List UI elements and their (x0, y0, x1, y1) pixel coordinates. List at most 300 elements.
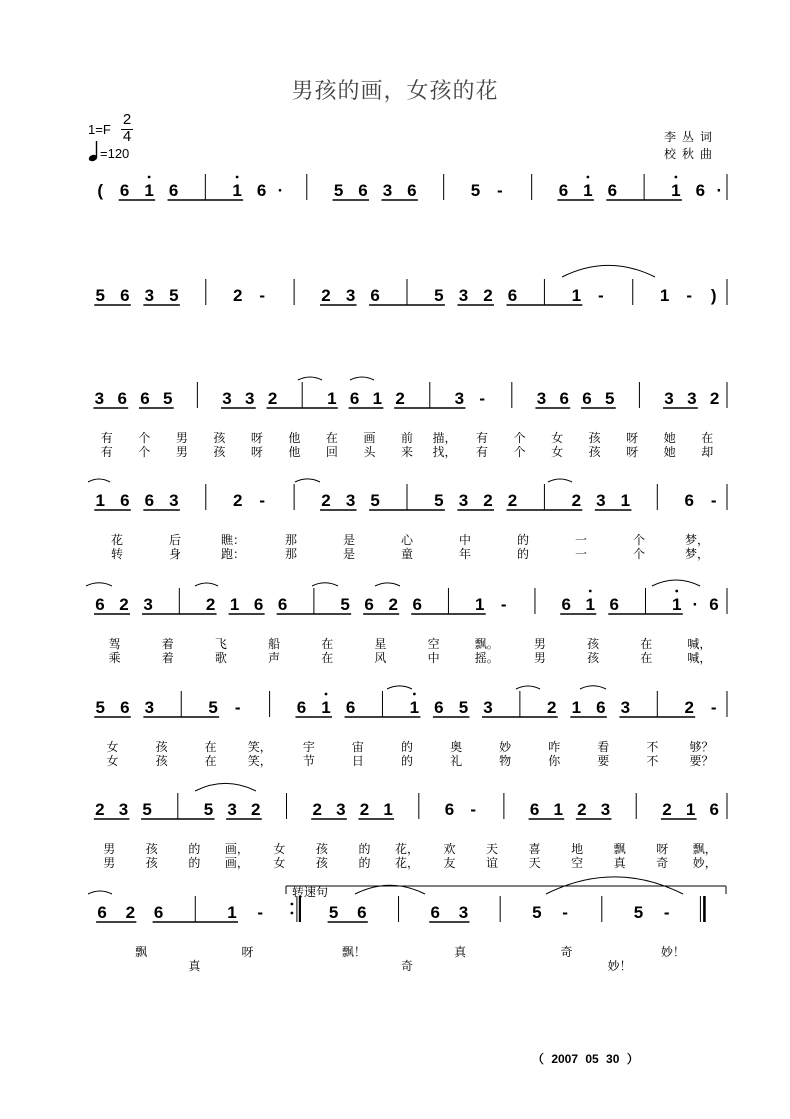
lyric-char: 妙！ (607, 959, 632, 973)
lyric-char: 地 (571, 842, 584, 856)
sustain-dash: - (598, 286, 604, 305)
lyric-char: 真 (188, 959, 201, 973)
note: 1 (372, 389, 383, 408)
lyric-char: 女 (106, 754, 119, 768)
lyric-char: 个 (138, 431, 151, 445)
lyric-char: 的 (188, 842, 201, 856)
lyric-char: 呀 (241, 945, 254, 959)
lyric-char: 童 (400, 547, 414, 561)
note: 6 (407, 181, 417, 200)
note: 2 (125, 903, 136, 922)
note: 2 (577, 800, 587, 819)
lyric-char: 的 (188, 856, 201, 870)
sustain-dash: - (710, 698, 717, 717)
lyric-char: 那 (284, 547, 298, 561)
note: 6 (120, 491, 130, 510)
note: 6 (412, 595, 422, 614)
lyric-char: 声 (268, 651, 281, 665)
sustain-dash: - (497, 181, 503, 200)
note: 1 (571, 698, 582, 717)
sustain-dash: - (663, 903, 670, 922)
lyric-char: 呀 (626, 431, 639, 445)
note: 2 (251, 800, 261, 819)
note: 5 (169, 286, 179, 305)
note: 6 (709, 800, 719, 819)
lyric-char: 天 (486, 842, 499, 856)
lyric-char: 在 (321, 637, 334, 651)
note: 2 (483, 491, 493, 510)
lyric-char: 孩 (587, 637, 600, 651)
note: 6 (559, 389, 569, 408)
slur-arc (86, 583, 112, 586)
note: 5 (470, 181, 481, 200)
note: 3 (144, 698, 155, 717)
lyric-char: 那 (284, 533, 298, 547)
note: 1 (327, 389, 337, 408)
lyric-char: 风 (374, 651, 387, 665)
composer-credit: 校秋曲 (664, 147, 719, 161)
lyric-char: 在 (204, 754, 217, 768)
lyric-char: 花， (394, 842, 420, 856)
note: 5 (95, 286, 106, 305)
lyric-char: 摇。 (474, 651, 499, 665)
lyric-char: 宇 (302, 740, 315, 754)
high-octave-dot (325, 693, 328, 696)
note: 5 (333, 181, 344, 200)
note: 2 (571, 491, 582, 510)
dot-mark: · (692, 595, 699, 614)
lyric-char: 她 (663, 445, 676, 459)
note: 6 (144, 491, 155, 510)
note: 5 (340, 595, 350, 614)
note: 2 (312, 800, 322, 819)
slur-arc (375, 583, 400, 586)
note: 5 (95, 698, 106, 717)
note: 2 (267, 389, 278, 408)
lyric-char: 欢 (443, 842, 456, 856)
lyric-char: 孩 (587, 651, 600, 665)
note: ( (97, 181, 104, 200)
lyric-char: 要？ (689, 754, 714, 768)
lyric-char: 喜 (528, 842, 541, 856)
lyric-char: 奇 (560, 945, 573, 959)
note: 3 (596, 491, 606, 510)
lyric-char: 描， (432, 431, 457, 445)
lyric-char: 奇 (400, 959, 414, 973)
song-title: 男孩的画，女孩的花 (291, 79, 499, 104)
note: 1 (571, 286, 582, 305)
note: 2 (483, 286, 493, 305)
lyric-char: 妙 (499, 740, 512, 754)
lyric-char: 的 (516, 533, 530, 547)
note: 3 (143, 595, 153, 614)
note: 6 (349, 389, 360, 408)
lyric-char: 真 (613, 856, 626, 870)
lyric-char: 男 (533, 637, 546, 651)
note: 3 (687, 389, 697, 408)
lyric-char: 回 (325, 445, 338, 459)
slur-arc (88, 479, 110, 482)
lyric-char: 看 (597, 740, 610, 754)
note: 6 (444, 800, 455, 819)
lyric-char: 的 (400, 740, 414, 754)
high-octave-dot (675, 590, 678, 593)
ending-label: 转速句 (292, 885, 329, 899)
dot-mark: · (716, 181, 723, 200)
time-signature-bottom: 4 (122, 128, 132, 145)
lyric-char: 女 (551, 445, 564, 459)
sustain-dash: - (710, 491, 717, 510)
lyric-char: 有 (476, 445, 489, 459)
note: 1 (585, 595, 595, 614)
note: 6 (256, 181, 267, 200)
note: 2 (232, 491, 243, 510)
note: 3 (118, 800, 129, 819)
note: 6 (529, 800, 540, 819)
slur-arc (387, 686, 412, 689)
slur-arc (312, 583, 338, 586)
lyric-char: 孩 (145, 842, 158, 856)
slur-arc (298, 377, 322, 380)
note: 5 (605, 389, 615, 408)
lyric-char: 有 (100, 445, 113, 459)
time-signature-top: 2 (122, 111, 132, 128)
lyric-char: 在 (701, 431, 714, 445)
lyric-char: 在 (204, 740, 217, 754)
note: 5 (370, 491, 380, 510)
key-signature: 1=F (88, 122, 111, 137)
lyric-char: 他 (288, 431, 301, 445)
slur-arc (295, 479, 320, 482)
lyric-char: 笑， (247, 740, 272, 754)
lyric-char: 奇 (656, 856, 669, 870)
lyric-char: 你 (548, 754, 561, 768)
note: 6 (561, 595, 571, 614)
note: 6 (684, 491, 694, 510)
lyric-char: 孩 (315, 856, 328, 870)
note: 1 (321, 698, 331, 717)
note: 1 (409, 698, 420, 717)
lyric-char: 找， (432, 445, 457, 459)
lyric-char: 转 (110, 547, 124, 561)
lyric-char: 喊， (687, 637, 712, 651)
note: 2 (547, 698, 557, 717)
sustain-dash: - (500, 595, 507, 614)
note: 6 (119, 181, 130, 200)
note: 2 (119, 595, 129, 614)
slur-arc (548, 479, 572, 482)
note: 3 (458, 286, 469, 305)
lyric-char: 男 (175, 431, 188, 445)
note: 6 (582, 389, 592, 408)
lyric-char: 孩 (155, 740, 168, 754)
note: 3 (169, 491, 179, 510)
note: 2 (662, 800, 672, 819)
note: 2 (709, 389, 720, 408)
lyric-char: 飘， (692, 842, 717, 856)
note: 5 (434, 286, 444, 305)
lyric-char: 跑： (220, 547, 246, 561)
lyric-char: 男 (103, 856, 116, 870)
lyric-char: 乘 (108, 651, 121, 665)
lyric-char: 是 (342, 533, 356, 547)
note: 5 (434, 491, 444, 510)
lyric-char: 着 (161, 651, 174, 665)
note: 1 (229, 595, 240, 614)
lyric-char: 的 (400, 754, 414, 768)
note: 1 (671, 181, 681, 200)
lyric-char: 着 (161, 637, 174, 651)
note: 3 (458, 491, 469, 510)
lyric-char: 空 (427, 637, 440, 651)
lyric-char: 女 (551, 431, 564, 445)
lyric-char: 的 (358, 842, 371, 856)
dot-mark: · (277, 181, 284, 200)
lyric-char: 孩 (315, 842, 328, 856)
note: 5 (532, 903, 542, 922)
lyric-char: 前 (400, 431, 414, 445)
note: 5 (163, 389, 173, 408)
note: 2 (95, 800, 105, 819)
sustain-dash: - (470, 800, 476, 819)
lyric-char: 歌 (214, 651, 227, 665)
lyric-char: 来 (400, 445, 414, 459)
lyric-char: 的 (358, 856, 371, 870)
high-octave-dot (413, 693, 416, 696)
lyric-char: 笑， (247, 754, 272, 768)
lyric-char: 宙 (351, 740, 364, 754)
note: 3 (483, 698, 493, 717)
note: 1 (672, 595, 682, 614)
note: 5 (458, 698, 469, 717)
note: 1 (685, 800, 696, 819)
repeat-dot (291, 903, 294, 906)
lyric-char: 有 (476, 431, 489, 445)
note: 6 (120, 286, 130, 305)
sustain-dash: - (686, 286, 693, 305)
note: 3 (227, 800, 237, 819)
slur-arc (350, 377, 374, 380)
slur-arc (195, 583, 218, 586)
footer-date: （ 2007 05 30 ） (532, 1052, 639, 1066)
lyric-char: 身 (168, 547, 182, 561)
lyric-char: 花， (394, 856, 420, 870)
lyric-char: 个 (632, 547, 646, 561)
lyric-char: 男 (103, 842, 116, 856)
slur-arc (88, 891, 112, 894)
note: 3 (454, 389, 465, 408)
note: 6 (507, 286, 518, 305)
note: ) (710, 286, 717, 305)
lyric-char: 不 (646, 754, 659, 768)
lyric-char: 一 (574, 547, 588, 561)
lyric-char: 画， (224, 856, 249, 870)
lyric-char: 是 (342, 547, 356, 561)
lyric-char: 驾 (108, 637, 121, 651)
lyric-char: 呀 (250, 445, 263, 459)
note: 2 (359, 800, 370, 819)
note: 2 (321, 286, 331, 305)
lyric-char: 个 (513, 431, 526, 445)
note: 6 (434, 698, 444, 717)
slur-arc (580, 686, 606, 689)
note: 3 (345, 286, 356, 305)
lyric-char: 不 (646, 740, 659, 754)
lyric-char: 心 (400, 533, 414, 547)
note: 5 (203, 800, 214, 819)
lyric-char: 呀 (656, 842, 669, 856)
lyric-char: 个 (513, 445, 526, 459)
lyric-char: 年 (458, 547, 472, 561)
note: 6 (607, 181, 618, 200)
note: 1 (659, 286, 670, 305)
note: 3 (664, 389, 674, 408)
lyric-char: 女 (273, 842, 286, 856)
lyric-char: 画 (363, 431, 376, 445)
lyric-char: 女 (273, 856, 286, 870)
lyric-char: 喊， (687, 651, 712, 665)
lyric-char: 女 (106, 740, 119, 754)
lyric-char: 孩 (588, 431, 601, 445)
note: 3 (336, 800, 346, 819)
sustain-dash: - (562, 903, 568, 922)
note: 6 (117, 389, 127, 408)
note: 6 (277, 595, 288, 614)
note: 1 (232, 181, 242, 200)
note: 6 (357, 903, 367, 922)
lyric-char: 日 (351, 754, 364, 768)
note: 5 (142, 800, 152, 819)
note: 6 (558, 181, 569, 200)
lyric-char: 咋 (548, 740, 561, 754)
lyric-char: 个 (632, 533, 646, 547)
lyric-char: 在 (640, 637, 653, 651)
note: 6 (596, 698, 606, 717)
lyric-char: 的 (516, 547, 530, 561)
lyric-char: 妙， (692, 856, 717, 870)
lyric-char: 中 (427, 651, 440, 665)
lyric-char: 有 (100, 431, 113, 445)
note: 2 (684, 698, 694, 717)
note: 3 (536, 389, 547, 408)
lyric-char: 友 (443, 856, 456, 870)
note: 6 (253, 595, 264, 614)
slur-arc (562, 265, 655, 277)
high-octave-dot (148, 176, 151, 179)
slur-arc (195, 783, 256, 791)
lyric-char: 呀 (626, 445, 639, 459)
slur-arc (355, 885, 425, 894)
note: 6 (120, 698, 130, 717)
note: 3 (94, 389, 105, 408)
lyric-char: 在 (325, 431, 338, 445)
note: 3 (382, 181, 393, 200)
lyric-char: 物 (499, 754, 512, 768)
lyric-char: 节 (302, 754, 315, 768)
lyric-char: 够？ (689, 740, 714, 754)
note: 6 (695, 181, 706, 200)
lyric-char: 梦， (684, 547, 710, 561)
lyric-char: 画， (224, 842, 249, 856)
lyric-char: 飘 (135, 945, 148, 959)
note: 3 (600, 800, 611, 819)
note: 6 (364, 595, 374, 614)
lyric-char: 真 (454, 945, 467, 959)
lyric-char: 孩 (213, 431, 226, 445)
high-octave-dot (674, 176, 677, 179)
tempo-marking: =120 (100, 146, 130, 161)
sustain-dash: - (259, 286, 266, 305)
slur-arc (652, 580, 700, 586)
high-octave-dot (589, 590, 592, 593)
lyric-char: 孩 (145, 856, 158, 870)
note: 2 (205, 595, 216, 614)
note: 1 (620, 491, 631, 510)
note: 2 (507, 491, 518, 510)
note: 6 (153, 903, 164, 922)
note: 2 (232, 286, 243, 305)
note: 6 (168, 181, 179, 200)
note: 1 (227, 903, 237, 922)
sustain-dash: - (257, 903, 264, 922)
note: 1 (583, 181, 593, 200)
lyric-char: 后 (168, 533, 182, 547)
note: 6 (430, 903, 440, 922)
sustain-dash: - (479, 389, 486, 408)
lyric-char: 妙！ (660, 945, 685, 959)
note: 5 (633, 903, 644, 922)
lyric-char: 天 (528, 856, 541, 870)
lyric-char: 呀 (250, 431, 263, 445)
lyric-char: 孩 (213, 445, 226, 459)
lyric-char: 个 (138, 445, 151, 459)
lyric-char: 飞 (214, 637, 227, 651)
note: 2 (395, 389, 405, 408)
sustain-dash: - (259, 491, 266, 510)
lyric-char: 男 (175, 445, 188, 459)
high-octave-dot (236, 176, 239, 179)
note: 3 (144, 286, 155, 305)
lyric-char: 飘 (613, 842, 626, 856)
note: 3 (222, 389, 232, 408)
lyric-char: 瞧： (220, 533, 246, 547)
lyric-char: 船 (268, 637, 281, 651)
slur-arc (546, 877, 683, 894)
lyric-char: 中 (458, 533, 472, 547)
lyric-char: 头 (363, 445, 376, 459)
lyric-char: 梦， (684, 533, 710, 547)
note: 1 (553, 800, 563, 819)
note: 6 (609, 595, 619, 614)
note: 6 (140, 389, 150, 408)
note: 3 (345, 491, 356, 510)
lyric-char: 飘。 (474, 637, 499, 651)
repeat-dot (291, 912, 294, 915)
lyric-char: 男 (533, 651, 546, 665)
lyric-char: 在 (640, 651, 653, 665)
note: 1 (383, 800, 393, 819)
lyricist-credit: 李丛词 (664, 130, 719, 144)
lyric-char: 花 (110, 533, 124, 547)
lyric-char: 礼 (450, 754, 463, 768)
note: 6 (358, 181, 368, 200)
lyric-char: 孩 (588, 445, 601, 459)
lyric-char: 奥 (450, 740, 463, 754)
lyric-char: 要 (597, 754, 610, 768)
lyric-char: 星 (374, 637, 387, 651)
lyric-char: 却 (701, 445, 714, 459)
note: 6 (709, 595, 719, 614)
